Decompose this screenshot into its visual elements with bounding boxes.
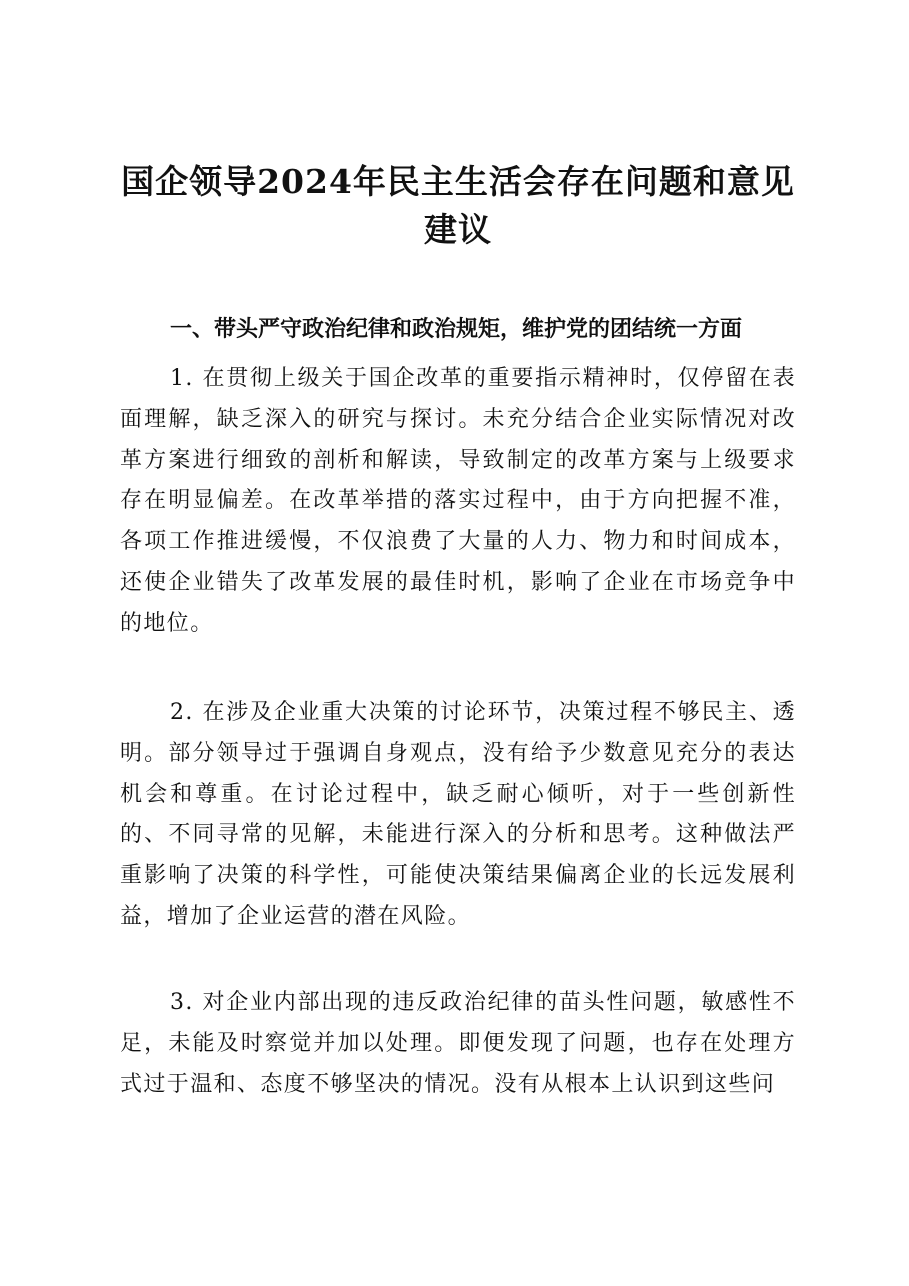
paragraph-3: 3. 对企业内部出现的违反政治纪律的苗头性问题，敏感性不足，未能及时察觉并加以处理。即便发现了问题，也存在处理方式过于温和、态度不够坚决的情况。没有从根本上认识到这些问 (120, 990, 796, 1097)
section-heading: 一、带头严守政治纪律和政治规矩，维护党的团结统一方面 (170, 316, 743, 342)
paragraph-2: 2. 在涉及企业重大决策的讨论环节，决策过程不够民主、透明。部分领导过于强调自身观点，没有给予少数意见充分的表达机会和尊重。在讨论过程中，缺乏耐心倾听，对于一些创新性的、不同寻常的见解，未能进行深入的分析和思考。这种做法严重影响了决策的科学性，可能使决策结果偏离企业的长远发展利益，增加了企业运营的潜在风险。 (120, 700, 796, 929)
paragraph-1: 1. 在贯彻上级关于国企改革的重要指示精神时，仅停留在表面理解，缺乏深入的研究与探讨。未充分结合企业实际情况对改革方案进行细致的剖析和解读，导致制定的改革方案与上级要求存在明显偏差。在改革举措的落实过程中，由于方向把握不准，各项工作推进缓慢，不仅浪费了大量的人力、物力和时间成本，还使企业错失了改革发展的最佳时机，影响了企业在市场竞争中的地位。 (120, 366, 796, 636)
document-title: 国企领导2024年民主生活会存在问题和意见建议 (121, 162, 795, 249)
